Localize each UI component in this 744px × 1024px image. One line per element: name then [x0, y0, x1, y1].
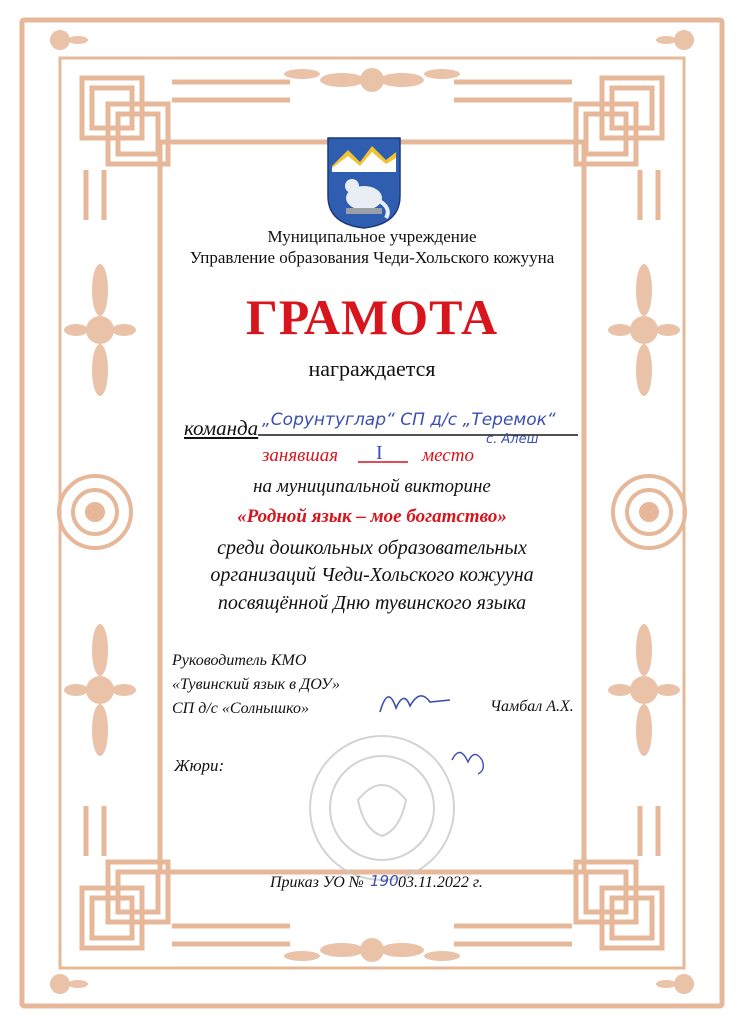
- head-title-line-1: Руководитель КМО: [172, 652, 307, 669]
- quiz-name: «Родной язык – мое богатство»: [237, 506, 507, 527]
- body-line-3: среди дошкольных образовательных: [217, 537, 527, 559]
- coat-of-arms-emblem: [328, 138, 400, 228]
- knot-bottom-left: [82, 806, 290, 948]
- jury-label: Жюри:: [174, 756, 225, 775]
- institution-line-1: Муниципальное учреждение: [267, 227, 477, 246]
- team-label: команда: [184, 416, 259, 440]
- signature-head: [380, 696, 450, 712]
- faded-stamp: [310, 736, 454, 880]
- knot-bottom-right: [454, 806, 662, 948]
- body-line-4: организаций Чеди-Хольского кожууна: [210, 564, 534, 586]
- knot-top-right: [454, 78, 662, 220]
- team-handwritten-place: с. Алеш: [486, 432, 539, 447]
- place-value: I: [376, 442, 383, 464]
- flower-ornament-corner-tr: [656, 30, 694, 50]
- flower-ornament-left-lower: [64, 624, 136, 756]
- order-number: 190: [370, 872, 399, 890]
- team-handwritten-name: „Сорунтуглар“ СП д/с „Теремок“: [262, 410, 556, 430]
- certificate-title: ГРАМОТА: [245, 289, 499, 345]
- flower-ornament-corner-bl: [50, 974, 88, 994]
- flower-ornament-corner-br: [656, 974, 694, 994]
- signature-jury: [452, 752, 483, 774]
- institution-line-2: Управление образования Чеди-Хольского кожууна: [189, 248, 555, 267]
- head-name: Чамбал А.Х.: [490, 698, 574, 715]
- flower-ornament-bottom: [284, 938, 460, 962]
- order-prefix: Приказ УО №: [270, 874, 364, 891]
- body-line-1: на муниципальной викторине: [253, 476, 491, 497]
- order-date: 03.11.2022 г.: [398, 874, 483, 891]
- awarded-text: награждается: [308, 356, 436, 381]
- flower-ornament-top: [284, 68, 460, 92]
- head-title-line-2: «Тувинский язык в ДОУ»: [172, 676, 340, 693]
- knot-top-left: [82, 78, 290, 220]
- flower-ornament-right-lower: [608, 624, 680, 756]
- body-line-5: посвящённой Дню тувинского языка: [217, 592, 527, 614]
- flower-ornament-corner-tl: [50, 30, 88, 50]
- place-prefix: занявшая: [262, 445, 339, 466]
- head-title-line-3: СП д/с «Солнышко»: [172, 700, 309, 717]
- place-suffix: место: [422, 445, 474, 466]
